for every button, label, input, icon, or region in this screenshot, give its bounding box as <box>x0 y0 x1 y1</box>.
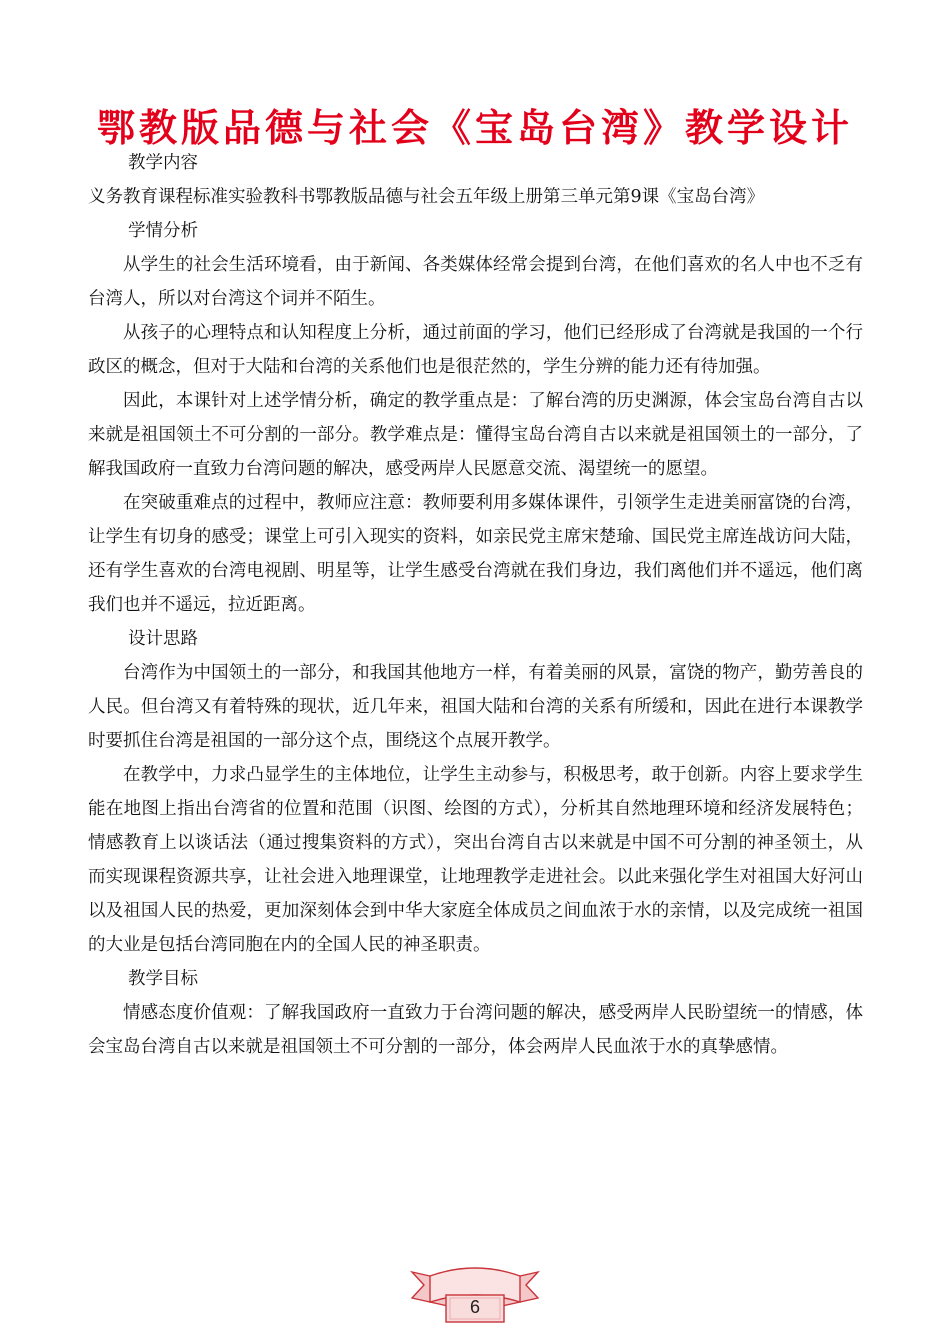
section-heading: 教学内容 <box>128 153 198 173</box>
paragraph: 在突破重难点的过程中，教师应注意：教师要利用多媒体课件，引领学生走进美丽富饶的台湾，让学生有切身的感受；课堂上可引入现实的资料，如亲民党主席宋楚瑜、国民党主席连战访问大陆，还有学生喜欢的台湾电视剧、明星等，让学生感受台湾就在我们身边，我们离他们并不遥远，他们离我们也并不遥远，拉近距离。 <box>88 493 863 615</box>
section-heading: 设计思路 <box>128 629 198 649</box>
paragraph: 从孩子的心理特点和认知程度上分析，通过前面的学习，他们已经形成了台湾就是我国的一个行政区的概念，但对于大陆和台湾的关系他们也是很茫然的，学生分辨的能力还有待加强。 <box>88 323 863 377</box>
paragraph: 情感态度价值观：了解我国政府一直致力于台湾问题的解决，感受两岸人民盼望统一的情感，体会宝岛台湾自古以来就是祖国领土不可分割的一部分，体会两岸人民血浓于水的真挚感情。 <box>88 1003 863 1057</box>
document-body <box>88 146 863 1064</box>
page-number: 6 <box>469 1297 480 1317</box>
paragraph: 在教学中，力求凸显学生的主体地位，让学生主动参与，积极思考，敢于创新。内容上要求学生能在地图上指出台湾省的位置和范围（识图、绘图的方式），分析其自然地理环境和经济发展特色；情感教育上以谈话法（通过搜集资料的方式），突出台湾自古以来就是中国不可分割的神圣领土，从而实现课程资源共享，让社会进入地理课堂，让地理教学走进社会。以此来强化学生对祖国大好河山以及祖国人民的热爱，更加深刻体会到中华大家庭全体成员之间血浓于水的亲情，以及完成统一祖国的大业是包括台湾同胞在内的全国人民的神圣职责。 <box>88 765 863 955</box>
paragraph: 因此，本课针对上述学情分析，确定的教学重点是：了解台湾的历史渊源，体会宝岛台湾自古以来就是祖国领土不可分割的一部分。教学难点是：懂得宝岛台湾自古以来就是祖国领土的一部分，了解我国政府一直致力台湾问题的解决，感受两岸人民愿意交流、渴望统一的愿望。 <box>88 391 863 479</box>
section-heading: 教学目标 <box>128 969 198 989</box>
section-heading: 学情分析 <box>128 221 198 241</box>
document-title: 鄂教版品德与社会《宝岛台湾》教学设计 <box>96 106 853 150</box>
paragraph: 台湾作为中国领土的一部分，和我国其他地方一样，有着美丽的风景，富饶的物产，勤劳善良的人民。但台湾又有着特殊的现状，近几年来，祖国大陆和台湾的关系有所缓和，因此在进行本课教学时要抓住台湾是祖国的一部分这个点，围绕这个点展开教学。 <box>88 663 863 751</box>
paragraph: 从学生的社会生活环境看，由于新闻、各类媒体经常会提到台湾，在他们喜欢的名人中也不乏有台湾人，所以对台湾这个词并不陌生。 <box>88 255 863 309</box>
paragraph: 义务教育课程标准实验教科书鄂教版品德与社会五年级上册第三单元第9课《宝岛台湾》 <box>88 187 765 207</box>
